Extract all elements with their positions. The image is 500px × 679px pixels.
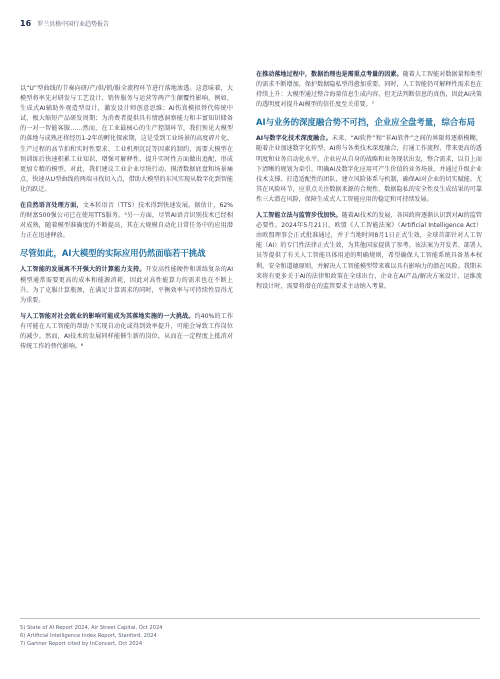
report-title: 罗兰贝格中国行业趋势报告 <box>37 20 110 28</box>
body-paragraph: 人工智能的发展离不开强大的计算能力支持。开发高性能硬件和训练复杂的AI模型通常需要更高的成本和能源消耗，因此对高性能算力的需求也在不断上升。为了克服计算瓶颈，在满足计算需求的同时，平衡效率与可持续性显得尤为重要。 <box>20 266 234 304</box>
body-paragraph: AI与数字化技术深度融合。未来，“AI软件”和“非AI软件”之间的界限将逐渐模糊，随着企业加速数字化转型，AI将与各类技术深度融合，打通工作流程，带来更高的透明度和业务自动化水平。企业应从自身的战略和业务现状出发，整合需求，以自上而下清晰的规划为牵引，明确AI及数字化应用可产生价值的业务场景，并通过升级企业技术支撑、打造适配性的团队、建立风险体系与机制，确保AI对企业的切实赋能。尤其在风险环节，应重点关注数据来源的合规性、数据隐私的安全性及生成结果的可靠性三大潜在风险，保障生成式人工智能应用的稳定和可持续发展。 <box>256 135 483 203</box>
footnote: 6) Artificial Intelligence Index Report, Stanford, 2024 <box>20 633 157 639</box>
left-column <box>20 84 233 358</box>
page-header <box>20 16 109 30</box>
footnotes <box>20 618 480 648</box>
footnote: 7) Gartner Report cited by InConcert, Oct 2024 <box>20 641 143 647</box>
section-heading: 尽管如此，AI大模型的实际应用仍然面临若干挑战 <box>20 248 206 259</box>
body-paragraph: 与人工智能对社会就业的影响可能成为其落地实施的一大挑战。约40%的工作有可能在人工智能的帮助下实现自动化或得到效率提升，可能会导致工作岗位的减少。然而，AI技术的发展同样能催生新的岗位，从而在一定程度上抵消对传统工作的替代影响。⁶ <box>20 312 234 351</box>
section-heading: AI与业务的深度融合势不可挡，企业应全盘考量，综合布局 <box>256 117 475 128</box>
body-paragraph: 在推动落地过程中，数据治理也是需重点考量的因素。随着人工智能对数据量和类型的需求不断增加，保护数据隐私型得愈加重要。同时，人工智能仍可解释性需求也在持续上升：大模型通过整合海量信息生成内容，但无法判断信息的真伪，因此AI决策的透明度对提升AI模型的信任度至关重要。⁷ <box>256 71 483 109</box>
footnote: 5) State of AI Report 2024, Air Street Capital, Oct 2024 <box>20 625 163 631</box>
body-paragraph: 人工智能立法与监管步伐加快。随着AI技术的发展，各国政府逐渐认识到对AI的监管必要性。2024年5月21日，欧盟《人工智能法案》（Artificial Intelligence Act）由欧盟理事会正式批准通过，并于当地时间8月1日正式生效，全球首部针对人工智能（AI）的专门性法律正式生效，为其他国家提供了参考。该法案为开发者、部署人员等提供了有关人工智能具体用途的明确规则，希望确保人工智能系统具备基本权利、安全和道德原则，并解决人工智能模型带来难以具有影响力的潜在风险。我期未来将有更多关于AI的法律和政策在全球出台，企业在AI产品/解决方案设计、运维流程设计时，需要将潜在的监管要求主动纳入考量。 <box>256 212 483 290</box>
body-paragraph: 在自然语言处理方面，文本转语音（TTS）技术得到快速发展。据估计，62%的财富500强公司已在使用TTS服务。⁵另一方面，尽管AI语音识别技术已经相对成熟，随着模型准确度的不断提高，其在大规模自动化日常任务中的应用潜力正在迅速释放。 <box>20 202 234 240</box>
page-number: 16 <box>20 18 32 28</box>
body-paragraph: 以“U”型曲线的节奏向研/产/供/销/服全流程环节进行落地渗透。这意味着，大模型将率先对研发与工艺设计、销售服务与运营等两产生颠覆性影响，例如，生成式AI辅助外观造型设计，激发设计师创意思维；AI伤真模拟替代传统中试，极大缩短产品研发周期；为消费者提供具有情感洞察能力和丰富知识储备的一对一智能客服……然而，在工业最核心的生产控制环节，我们预见大模型的落地与成熟还将经历1-2年的孵化探索期，这是受到工业场景的高度碎片化、生产过程的高节拍和实时性要求、工业机理沉淀等因素的制约，需要大模型在预训练后快速积累工业知识、增强可解释性，提升实时性方面做出追配，形成更加专精的模型。对此，我们建议工业企业尽快行动，摸清数据底盘和场景痛点，快速从U型曲线的两端寻找切入点，借助大模型的东风实现从数字化到智能化的跃迁。 <box>20 85 233 193</box>
right-column <box>256 70 482 298</box>
